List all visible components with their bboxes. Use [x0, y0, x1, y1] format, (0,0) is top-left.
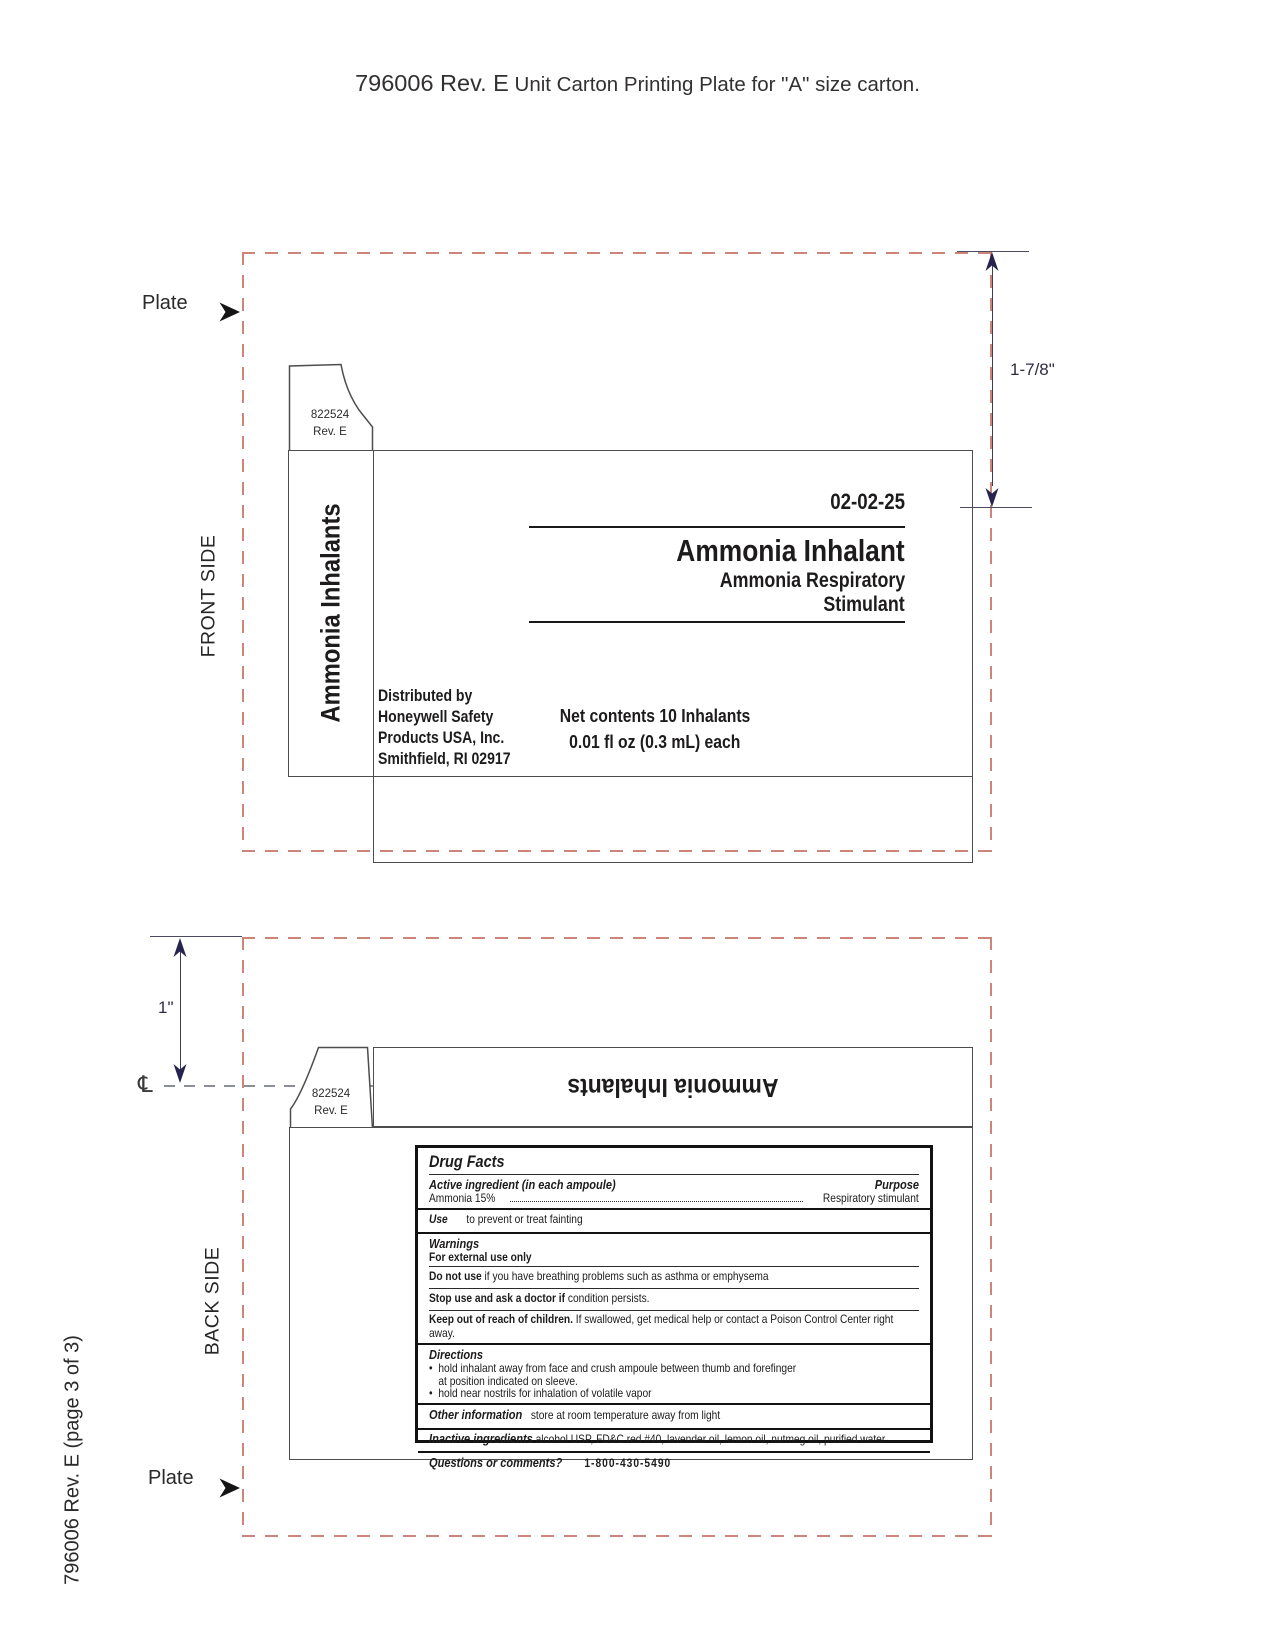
other-information-label: Other information: [429, 1406, 523, 1422]
distributor-line: Smithfield, RI 02917: [378, 750, 511, 768]
back-top-panel-text: Ammonia Inhalants: [567, 1072, 779, 1103]
front-panel-fold-line: [373, 450, 374, 777]
dimension-arrow-up-icon: [985, 252, 999, 271]
dim-line-front: [992, 258, 993, 486]
net-contents-block: [535, 703, 775, 755]
back-side-label: BACK SIDE: [201, 1246, 224, 1356]
inactive-ingredients-text: alcohol USP, FD&C red #40, lavender oil, lemon oil, nutmeg oil, purified water: [535, 1431, 886, 1446]
date-code: 02-02-25: [830, 489, 905, 514]
net-contents-line1: Net contents 10 Inhalants: [559, 705, 751, 726]
product-subtitle-2: Stimulant: [823, 593, 905, 616]
doc-ref: 796006 Rev. E: [355, 70, 509, 96]
front-tab-rev: Rev. E: [313, 426, 347, 438]
product-name: Ammonia Inhalant: [676, 533, 905, 568]
plate-arrow-icon-front: [218, 301, 241, 323]
dim-line-back: [180, 942, 181, 1074]
plate-label-front: Plate: [142, 292, 188, 314]
front-bottom-flap: [373, 777, 973, 863]
plate-boundary-back-left: [242, 937, 244, 1537]
inactive-ingredients-label: Inactive ingredients: [429, 1430, 533, 1446]
dimension-arrow-down-icon: [173, 1064, 187, 1083]
back-tab-number: 822524: [311, 1088, 351, 1100]
external-use-text: For external use only: [429, 1250, 532, 1264]
plate-boundary-back-bottom: [242, 1535, 992, 1537]
front-tab-number: 822524: [310, 409, 350, 421]
drug-facts-box: Drug Facts Active ingredient (in each ampoule) Purpose Ammonia 15% Respiratory stimulant Use to prevent or treat fainting Warnings For external use only Do not use if you have breathing problems such as asthma or emphysema Stop use and ask a doctor if condition persists. Keep out of reach of children. If swallowed, get medical help or contact a Poison Control Center right away. Directions • hold inhalant away from face and crush ampoule between thumb and forefinger at position indicated on sleeve. • hold near nostrils for inhalation of volatile vapor Other information store at room temperature away from light Inactive ingredients alcohol USP, FD&C red #40, lavender oil, lemon oil, nutmeg oil, purified water Questions or comments? 1-800-430-5490: [415, 1145, 933, 1443]
dimension-arrow-down-icon: [985, 488, 999, 507]
back-top-panel: [373, 1047, 973, 1127]
dim-tick-front-bottom: [960, 507, 1032, 508]
dim-back-top-label: 1": [158, 998, 174, 1017]
distributor-line: Products USA, Inc.: [378, 729, 505, 747]
directions-bullet1-line2: at position indicated on sleeve.: [438, 1373, 578, 1388]
front-side-label: FRONT SIDE: [197, 534, 220, 658]
use-text: to prevent or treat fainting: [466, 1212, 583, 1226]
drug-facts-title: Drug Facts: [429, 1152, 505, 1171]
purpose-heading: Purpose: [874, 1177, 919, 1192]
other-information-text: store at room temperature away from light: [530, 1407, 721, 1422]
dim-front-height-label: 1-7/8": [1010, 360, 1055, 379]
doc-title-rest: Unit Carton Printing Plate for "A" size carton.: [508, 73, 920, 96]
product-subtitle-1: Ammonia Respiratory: [719, 569, 905, 592]
front-side-panel-text: Ammonia Inhalants: [315, 503, 346, 723]
use-label: Use: [429, 1212, 448, 1226]
page-title: [0, 70, 1275, 97]
plate-boundary-front-left: [242, 252, 244, 852]
centerline-symbol: ℄: [138, 1072, 153, 1098]
questions-label: Questions or comments?: [429, 1454, 563, 1470]
active-ingredient-heading: Active ingredient (in each ampoule): [429, 1177, 616, 1192]
back-tab-rev: Rev. E: [314, 1105, 348, 1117]
plate-label-back: Plate: [148, 1467, 194, 1489]
plate-arrow-icon-back: [218, 1477, 241, 1499]
warnings-label: Warnings: [429, 1236, 480, 1251]
questions-phone: 1-800-430-5490: [584, 1455, 672, 1470]
plate-boundary-back-top: [242, 937, 992, 939]
purpose-value: Respiratory stimulant: [823, 1191, 919, 1205]
active-ingredient-value: Ammonia 15%: [429, 1191, 496, 1205]
directions-label: Directions: [429, 1347, 484, 1362]
front-rule-bottom: [529, 621, 905, 623]
distributor-block: [378, 686, 534, 770]
rule: [429, 1174, 919, 1175]
directions-bullet2: hold near nostrils for inhalation of volatile vapor: [438, 1386, 652, 1400]
stop-use-text: condition persists.: [567, 1291, 650, 1305]
keep-out-label: Keep out of reach of children.: [429, 1312, 573, 1326]
net-contents-line2: 0.01 fl oz (0.3 mL) each: [569, 731, 741, 752]
do-not-use-text: if you have breathing problems such as asthma or emphysema: [484, 1269, 769, 1283]
plate-boundary-front-top: [242, 252, 992, 254]
keep-out-text: If swallowed, get medical help or contact a Poison Control Center right away.: [429, 1312, 894, 1340]
distributor-line: Honeywell Safety: [378, 708, 494, 726]
dotted-leader: [510, 1201, 803, 1202]
dim-tick-back-top: [150, 936, 242, 937]
page-footer: 796006 Rev. E (page 3 of 3): [61, 1335, 84, 1585]
do-not-use-label: Do not use: [429, 1269, 482, 1283]
dimension-arrow-up-icon: [173, 938, 187, 957]
stop-use-label: Stop use and ask a doctor if: [429, 1291, 566, 1305]
distributor-line: Distributed by: [378, 687, 473, 705]
plate-boundary-back-right: [990, 937, 992, 1537]
front-rule-top: [529, 526, 905, 528]
directions-bullet1-line1: hold inhalant away from face and crush ampoule between thumb and forefinger: [438, 1361, 797, 1375]
